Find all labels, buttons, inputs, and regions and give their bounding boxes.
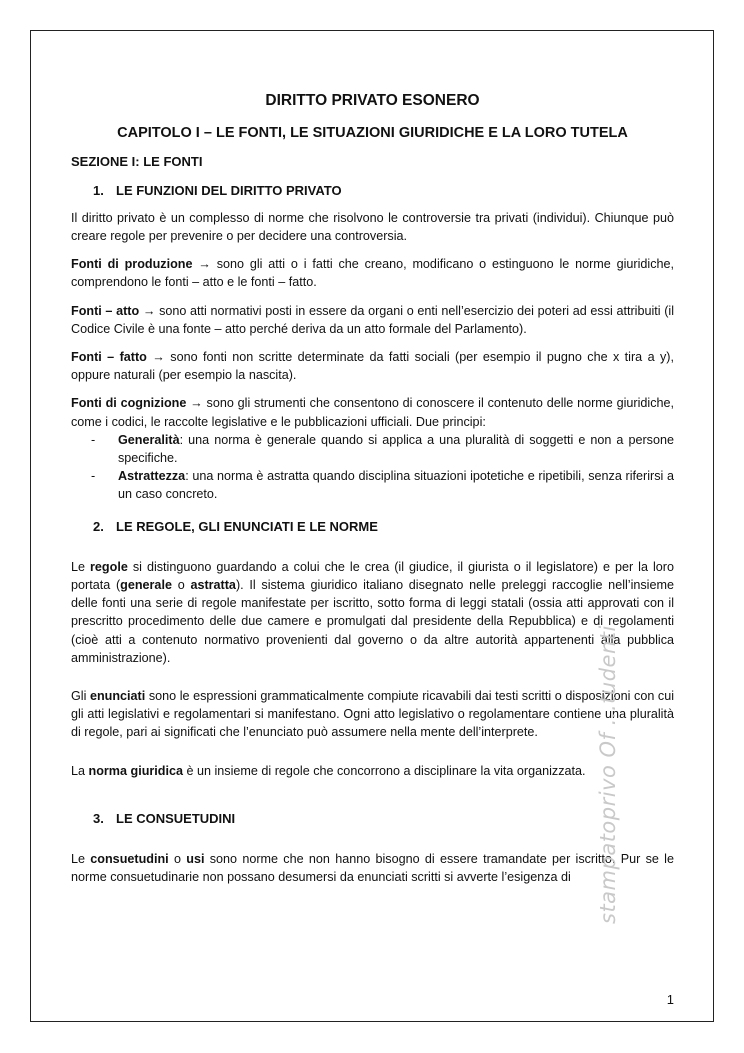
heading-1-text: LE FUNZIONI DEL DIRITTO PRIVATO [116, 182, 342, 198]
term-usi: usi [186, 852, 205, 867]
dash-bullet: - [91, 432, 96, 447]
term-fonti-fatto: Fonti – fatto [71, 350, 147, 365]
list-item [71, 467, 674, 503]
section-title: SEZIONE I: LE FONTI [71, 154, 203, 170]
term-enunciati: enunciati [89, 689, 146, 704]
chapter-title: CAPITOLO I – LE FONTI, LE SITUAZIONI GIURIDICHE E LA LORO TUTELA [117, 125, 628, 142]
text-fragment: Le [71, 559, 91, 574]
term-generale: generale [120, 578, 172, 593]
text-fragment: si distinguono guardando a colui che le crea (il giudice, il giurista o il legislatore) e per la loro portata ( [71, 559, 674, 593]
paragraph-norma-giuridica [71, 762, 674, 780]
heading-1 [93, 182, 674, 200]
page-number: 1 [666, 992, 674, 1007]
heading-1-number: 1. [93, 182, 104, 198]
heading-2-number: 2. [93, 518, 104, 534]
paragraph-regole [71, 558, 674, 667]
text-fragment: è un insieme di regole che concorrono a disciplinare la vita organizzata. [183, 763, 586, 778]
text-fragment: o [171, 578, 191, 593]
term-regole: regole [90, 559, 128, 574]
text-fragment: ). Il sistema giuridico italiano disegnato nelle preleggi raccoglie nell’insieme delle fonti una serie di regole manifestate per iscritto, sotto forma di leggi statali (ossia atti approvati con il prescritto procedimento delle due camere e promulgati dal presidente della Repubblica) e di regolamenti (cioè atti a contenuto normativo provenienti dal governo o da altre autorità appartenenti alla pubblica amministrazione). [71, 578, 674, 665]
list-item-text: : una norma è generale quando si applica a una pluralità di soggetti e non a persone specifiche. [118, 432, 674, 466]
paragraph-fonti-atto [71, 302, 674, 338]
heading-3-text: LE CONSUETUDINI [116, 810, 236, 826]
heading-2-text: LE REGOLE, GLI ENUNCIATI E LE NORME [116, 518, 378, 534]
watermark-text: stampatoprivo Of ...tudenti [596, 625, 620, 924]
text-fonti-fatto: → sono fonti non scritte determinate da fatti sociali (per esempio il pugno che x tira a y), oppure naturali (per esempio la nascita). [71, 350, 674, 383]
paragraph-consuetudini [71, 850, 674, 886]
term-fonti-produzione: Fonti di produzione [71, 257, 193, 272]
list-item-term: Astrattezza [118, 469, 186, 484]
heading-2 [93, 518, 674, 536]
list-item [71, 431, 674, 467]
list-item-term: Generalità [118, 432, 180, 447]
list-item-text: : una norma è astratta quando disciplina situazioni ipotetiche e ripetibili, senza riferirsi a un caso concreto. [118, 469, 674, 502]
document-body [71, 92, 674, 897]
paragraph-intro: Il diritto privato è un complesso di norme che risolvono le controversie tra privati (individui). Chiunque può creare regole per prevenire o per decidere una controversia. [71, 210, 674, 244]
term-norma-giuridica: norma giuridica [88, 763, 183, 778]
text-fonti-cognizione: → sono gli strumenti che consentono di conoscere il contenuto delle norme giuridiche, come i codici, le raccolte legislative e le pubblicazioni ufficiali. Due principi: [71, 396, 675, 429]
paragraph-fonti-cognizione [71, 394, 674, 430]
text-fragment: o [168, 852, 187, 867]
text-fragment: Gli [71, 689, 90, 704]
text-fragment: La [71, 763, 89, 778]
document-title: DIRITTO PRIVATO ESONERO [265, 92, 480, 109]
paragraph-enunciati [71, 687, 674, 742]
dash-bullet: - [91, 469, 96, 484]
heading-3-number: 3. [93, 810, 104, 826]
text-fonti-atto: → sono atti normativi posti in essere da organi o enti nell’esercizio dei poteri ad essi attribuiti (il Codice Civile è una fonte – atto perché deriva da un atto formale del Parlamento). [71, 303, 674, 336]
text-fragment: Le [71, 852, 91, 867]
text-fragment: sono norme che non hanno bisogno di essere tramandate per iscritto. Pur se le norme consuetudinarie non possano desumersi da enunciati scritti si avverte l’esigenza di [71, 852, 674, 885]
paragraph-fonti-fatto [71, 348, 674, 384]
principles-list [71, 431, 674, 504]
term-fonti-atto: Fonti – atto [71, 303, 140, 318]
text-fonti-produzione: → sono gli atti o i fatti che creano, modificano o estinguono le norme giuridiche, comprendono le fonti – atto e le fonti – fatto. [71, 257, 674, 290]
text-fragment: sono le espressioni grammaticalmente compiute ricavabili dai testi scritti o disposizioni con cui gli atti legislativi e regolamentari si manifestano. Ogni atto legislativo o regolamentare contiene una pluralità di regole, pari ai significati che l’enunciato può assumere nella mente dell’interprete. [71, 689, 674, 740]
heading-3 [93, 810, 674, 828]
term-fonti-cognizione: Fonti di cognizione [71, 396, 187, 411]
paragraph-fonti-produzione [71, 255, 674, 291]
term-astratta: astratta [190, 578, 236, 593]
term-consuetudini: consuetudini [90, 852, 169, 867]
